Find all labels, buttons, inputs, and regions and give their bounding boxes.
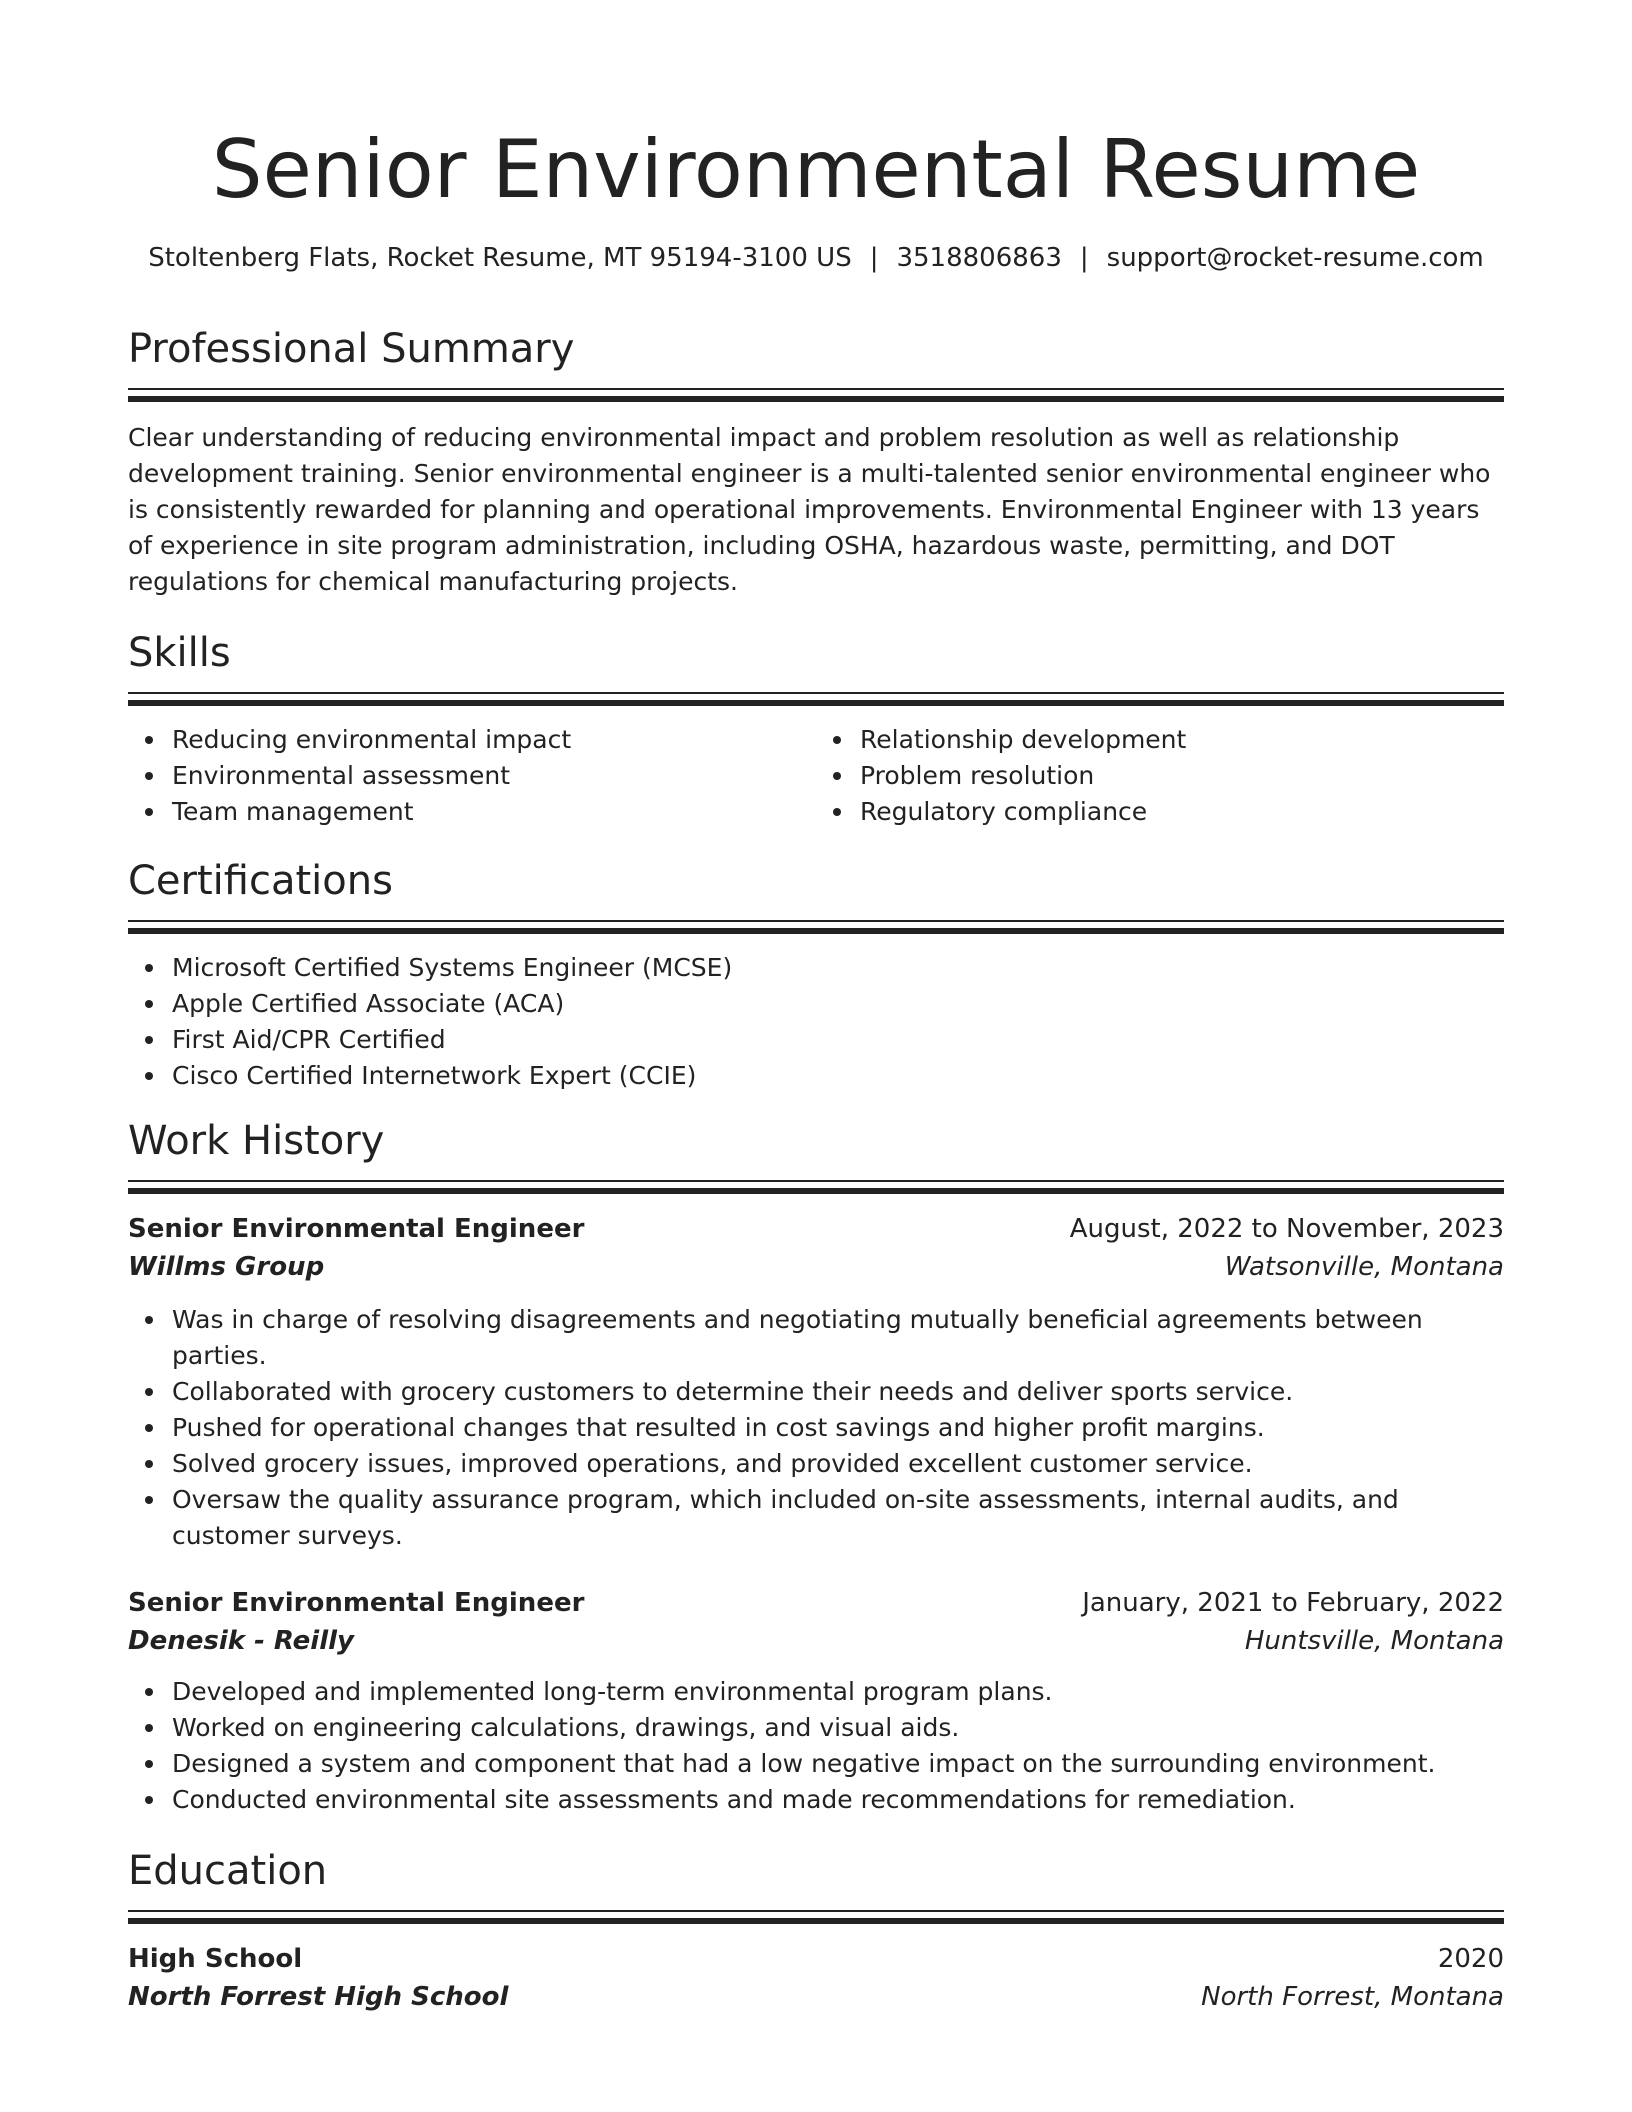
summary-section xyxy=(128,324,1504,600)
contact-separator: | xyxy=(869,243,879,273)
contact-separator: | xyxy=(1079,243,1089,273)
summary-text: Clear understanding of reducing environmental impact and problem resolution as well as relationship development training. Senior environmental engineer is a multi-talented senior environmental engineer who is consistently rewarded for planning and operational improvements. Environmental Engineer with 13 years of experience in site program administration, including OSHA, hazardous waste, permitting, and DOT regulations for chemical manufacturing projects. xyxy=(128,423,1491,596)
certifications-section xyxy=(128,856,1504,1094)
education-entry xyxy=(128,1940,1504,2016)
job-bullet: Solved grocery issues, improved operations, and provided excellent customer service. xyxy=(172,1446,1504,1482)
section-divider xyxy=(128,1910,1504,1924)
job-title: Senior Environmental Engineer xyxy=(128,1214,585,1244)
job-header xyxy=(128,1210,1504,1248)
education-header xyxy=(128,1940,1504,1978)
section-divider xyxy=(128,692,1504,706)
job-header xyxy=(128,1584,1504,1622)
skills-grid xyxy=(128,722,1504,830)
job-bullets xyxy=(128,1302,1504,1554)
job-bullet: Conducted environmental site assessments and made recommendations for remediation. xyxy=(172,1782,1504,1818)
section-title-certifications: Certifications xyxy=(128,858,393,904)
job-title: Senior Environmental Engineer xyxy=(128,1588,585,1618)
skill-item: Reducing environmental impact xyxy=(172,722,816,758)
skills-section xyxy=(128,628,1504,830)
section-title-work-history: Work History xyxy=(128,1118,385,1164)
certifications-list xyxy=(128,950,1504,1094)
job-location: Huntsville, Montana xyxy=(1244,1626,1504,1656)
education-school: North Forrest High School xyxy=(128,1982,509,2012)
job-entry xyxy=(128,1210,1504,1554)
skill-item: Relationship development xyxy=(860,722,1504,758)
contact-email: support@rocket-resume.com xyxy=(1106,243,1484,273)
job-bullet: Developed and implemented long-term environmental program plans. xyxy=(172,1674,1504,1710)
job-dates: January, 2021 to February, 2022 xyxy=(1082,1588,1504,1618)
resume-name: Senior Environmental Resume xyxy=(211,123,1421,216)
contact-line xyxy=(128,240,1504,276)
contact-address: Stoltenberg Flats, Rocket Resume, MT 95194-3100 US xyxy=(148,243,852,273)
section-divider xyxy=(128,1180,1504,1194)
job-bullet: Designed a system and component that had a low negative impact on the surrounding environment. xyxy=(172,1746,1504,1782)
education-year: 2020 xyxy=(1437,1944,1504,1974)
section-divider xyxy=(128,920,1504,934)
skill-item: Regulatory compliance xyxy=(860,794,1504,830)
education-degree: High School xyxy=(128,1944,303,1974)
section-divider xyxy=(128,388,1504,402)
section-title-education: Education xyxy=(128,1848,328,1894)
job-company: Willms Group xyxy=(128,1252,325,1282)
job-bullet: Pushed for operational changes that resulted in cost savings and higher profit margins. xyxy=(172,1410,1504,1446)
job-location: Watsonville, Montana xyxy=(1224,1252,1504,1282)
job-bullet: Oversaw the quality assurance program, which included on-site assessments, internal audits, and customer surveys. xyxy=(172,1482,1504,1554)
work-history-section xyxy=(128,1116,1504,1818)
skill-item: Team management xyxy=(172,794,816,830)
job-bullet: Was in charge of resolving disagreements and negotiating mutually beneficial agreements between parties. xyxy=(172,1302,1504,1374)
job-bullets xyxy=(128,1674,1504,1818)
education-location: North Forrest, Montana xyxy=(1201,1982,1504,2012)
skills-list-left xyxy=(128,722,816,830)
job-subheader xyxy=(128,1248,1504,1286)
job-subheader xyxy=(128,1622,1504,1660)
job-dates: August, 2022 to November, 2023 xyxy=(1069,1214,1504,1244)
section-title-skills: Skills xyxy=(128,630,231,676)
section-title-summary: Professional Summary xyxy=(128,326,575,372)
contact-phone: 3518806863 xyxy=(896,243,1062,273)
skill-item: Environmental assessment xyxy=(172,758,816,794)
job-bullet: Worked on engineering calculations, drawings, and visual aids. xyxy=(172,1710,1504,1746)
certification-item: First Aid/CPR Certified xyxy=(172,1022,1504,1058)
job-bullet: Collaborated with grocery customers to determine their needs and deliver sports service. xyxy=(172,1374,1504,1410)
certification-item: Cisco Certified Internetwork Expert (CCIE) xyxy=(172,1058,1504,1094)
education-section xyxy=(128,1846,1504,2016)
skills-list-right xyxy=(816,722,1504,830)
certification-item: Apple Certified Associate (ACA) xyxy=(172,986,1504,1022)
education-subheader xyxy=(128,1978,1504,2016)
job-company: Denesik - Reilly xyxy=(128,1626,354,1656)
skill-item: Problem resolution xyxy=(860,758,1504,794)
job-entry xyxy=(128,1584,1504,1818)
certification-item: Microsoft Certified Systems Engineer (MCSE) xyxy=(172,950,1504,986)
